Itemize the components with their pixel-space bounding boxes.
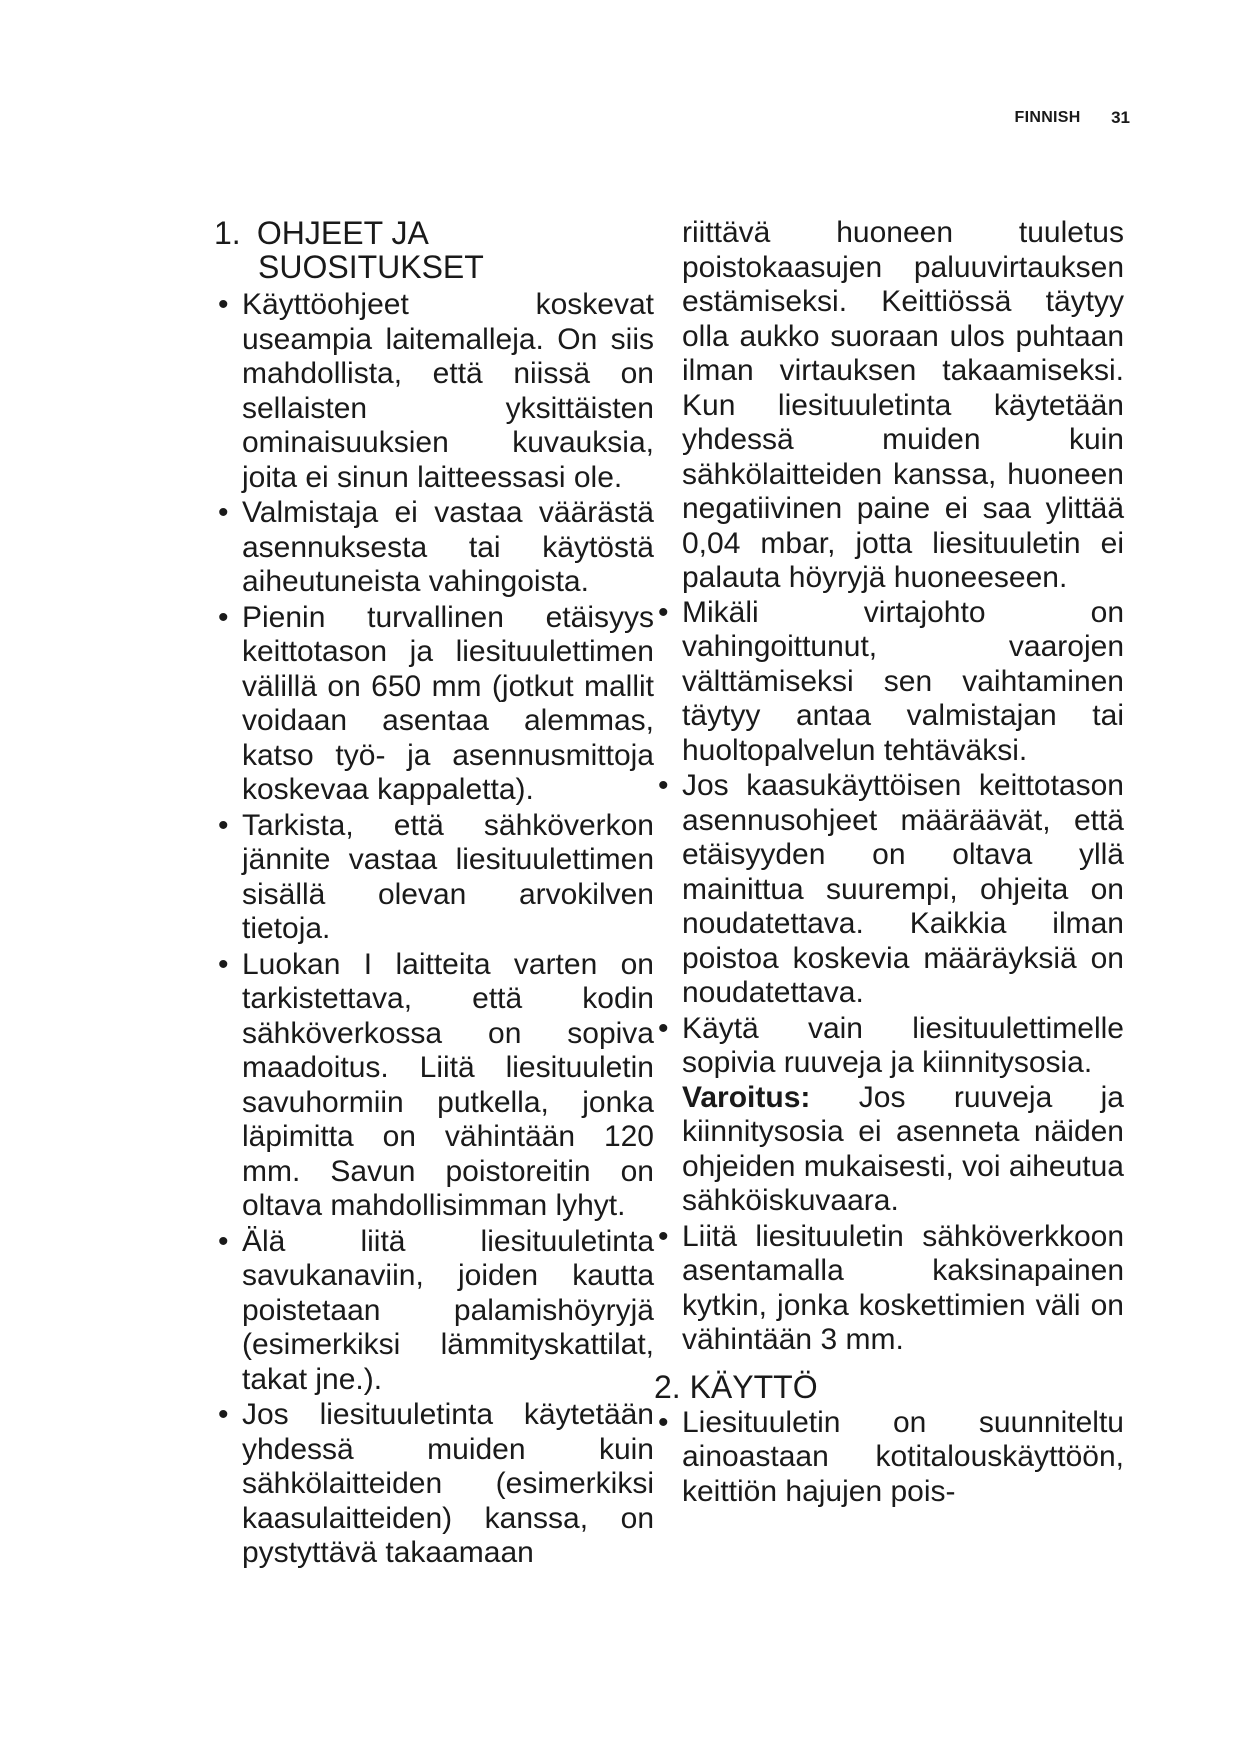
bullet-icon: • xyxy=(658,1011,669,1045)
section-2-title xyxy=(654,1370,1124,1404)
list-item: • Käytä vain liesituulettimelle sopivia ruuveja ja kiinnitysosia. Varoitus: Jos ruuveja ja kiinnitysosia ei asenneta näiden ohjeiden mukaisesti, voi aiheutua sähköiskuvaara. xyxy=(658,1011,1124,1217)
bullet-icon: • xyxy=(218,1224,229,1258)
bullet-icon: • xyxy=(218,1398,229,1431)
section-1-bullet-list-right xyxy=(654,596,1124,1358)
list-item: • Mikäli virtajohto on vahingoittunut, vaarojen välttämiseksi sen vaihtaminen täytyy antaa valmistajan tai huoltopalvelun tehtäväksi. xyxy=(658,595,1124,767)
section-1-bullet-list-left xyxy=(214,288,654,1571)
list-item: • Jos liesituuletinta käytetään yhdessä muiden kuin sähkölaitteiden (esimerkiksi kaasulaitteiden) kanssa, on pystyttävä takaamaan xyxy=(218,1398,654,1569)
section-1-title-line1: OHJEET JA xyxy=(256,215,429,251)
bullet-icon: • xyxy=(658,1219,669,1253)
left-column xyxy=(214,216,654,1572)
section-1-title xyxy=(214,216,654,284)
list-item: • Valmistaja ei vastaa väärästä asennuksesta tai käytöstä aiheutuneista vahingoista. xyxy=(218,496,654,598)
bullet-icon: • xyxy=(658,1405,669,1439)
bullet-icon: • xyxy=(658,769,669,802)
section-2 xyxy=(654,1370,1124,1510)
list-item: • Tarkista, että sähköverkon jännite vastaa liesituulettimen sisällä olevan arvokilven tietoja. xyxy=(218,808,654,945)
page-number: 31 xyxy=(1111,108,1130,127)
list-item: • Liesituuletin on suunniteltu ainoastaan kotitalouskäyttöön, keittiön hajujen pois- xyxy=(658,1405,1124,1508)
list-item: • Luokan I laitteita varten on tarkistettava, että kodin sähköverkossa on sopiva maadoitus. Liitä liesituuletin savuhormiin putkella, jonka läpimitta on vähintään 120 mm. Savun poistoreitin on oltava mahdollisimman lyhyt. xyxy=(218,947,654,1222)
section-1-number: 1. xyxy=(214,215,241,251)
language-label: FINNISH xyxy=(1014,109,1081,126)
section-2-title-text: KÄYTTÖ xyxy=(689,1368,818,1405)
bullet-icon: • xyxy=(218,496,229,529)
right-column xyxy=(654,216,1124,1510)
bullet-icon: • xyxy=(218,947,229,981)
bullet-icon: • xyxy=(218,600,229,634)
page-header xyxy=(900,108,1130,128)
bullet-icon: • xyxy=(658,595,669,629)
list-item: • Älä liitä liesituuletinta savukanaviin, joiden kautta poistetaan palamishöyryjä (esimerkiksi lämmityskattilat, takat jne.). xyxy=(218,1224,654,1396)
list-item: • Liitä liesituuletin sähköverkkoon asentamalla kaksinapainen kytkin, jonka koskettimien väli on vähintään 3 mm. xyxy=(658,1219,1124,1356)
warning-label: Varoitus: xyxy=(682,1080,811,1114)
bullet-icon: • xyxy=(218,808,229,842)
continuation-paragraph: riittävä huoneen tuuletus poistokaasujen paluuvirtauksen estämiseksi. Keittiössä täytyy olla aukko suoraan ulos puhtaan ilman virtauksen takaamiseksi. Kun liesituuletinta käytetään yhdessä muiden kuin sähkölaitteiden kanssa, huoneen negatiivinen paine ei saa ylittää 0,04 mbar, jotta liesituuletin ei palauta höyryjä huoneeseen. xyxy=(682,216,1124,594)
list-item: • Jos kaasukäyttöisen keittotason asennusohjeet määräävät, että etäisyyden on oltava yllä mainittua suurempi, ohjeita on noudatettava. Kaikkia ilman poistoa koskevia määräyksiä on noudatettava. xyxy=(658,769,1124,1009)
section-2-number: 2. xyxy=(654,1368,681,1405)
section-1-title-line2: SUOSITUKSET xyxy=(258,249,484,285)
list-item: • Käyttöohjeet koskevat useampia laitemalleja. On siis mahdollista, että niissä on sellaisten yksittäisten ominaisuuksien kuvauksia, joita ei sinun laitteessasi ole. xyxy=(218,288,654,494)
warning-paragraph xyxy=(682,1081,1124,1219)
warning-text: Jos ruuveja ja kiinnitysosia ei asenneta näiden ohjeiden mukaisesti, voi aiheutua sähköiskuvaara. xyxy=(682,1080,1124,1217)
list-item: • Pienin turvallinen etäisyys keittotason ja liesituulettimen välillä on 650 mm (jotkut mallit voidaan asentaa alemmas, katso työ- ja asennusmittoja koskevaa kappaletta). xyxy=(218,600,654,806)
bullet-icon: • xyxy=(218,288,229,321)
section-2-bullet-list xyxy=(654,1406,1124,1510)
